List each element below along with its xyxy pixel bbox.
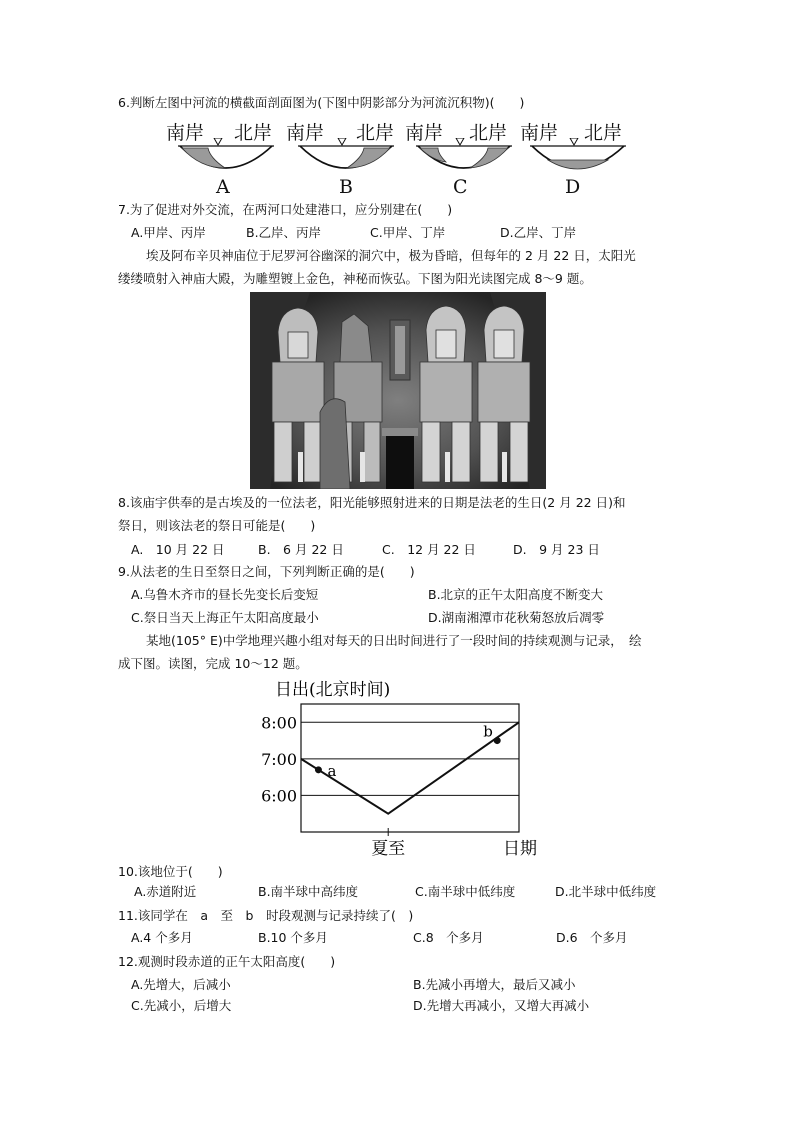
chart-points <box>315 723 501 780</box>
xs-c-shape <box>416 138 512 168</box>
q8-option-a: A. 10 月 22 日 <box>131 542 225 557</box>
sunrise-chart <box>255 675 555 865</box>
cross-section-shapes <box>170 138 630 180</box>
chart-title: 日出(北京时间) <box>275 680 391 700</box>
y-tick-label: 7:00 <box>261 749 297 769</box>
q9-option-c: C.祭日当天上海正午太阳高度最小 <box>131 610 319 625</box>
sunrise-passage-line2: 成下图。读图，完成 10～12 题。 <box>118 656 308 671</box>
q11-option-a: A.4 个多月 <box>131 930 193 945</box>
xs-letter-b: B <box>339 176 353 198</box>
q10-option-d: D.北半球中低纬度 <box>555 884 657 899</box>
q11-option-d: D.6 个多月 <box>556 930 628 945</box>
xs-letter-a: A <box>216 176 230 198</box>
xs-d-south-label: 南岸 <box>520 122 559 144</box>
q7-option-b: B.乙岸、丙岸 <box>246 225 322 240</box>
abu-simbel-temple-photo <box>250 292 546 489</box>
q9-stem: 9.从法老的生日至祭日之间，下列判断正确的是( ) <box>118 564 415 579</box>
point-label-a: a <box>327 761 337 780</box>
q10-option-c: C.南半球中低纬度 <box>415 884 516 899</box>
q8-stem-line2: 祭日，则该法老的祭日可能是( ) <box>118 518 316 533</box>
y-tick-label: 8:00 <box>261 713 297 733</box>
q7-stem: 7.为了促进对外交流，在两河口处建港口，应分别建在( ) <box>118 202 453 217</box>
q7-option-c: C.甲岸、丁岸 <box>370 225 446 240</box>
chart-x-label: 日期 <box>503 839 537 859</box>
q8-option-c: C. 12 月 22 日 <box>382 542 476 557</box>
q12-stem: 12.观测时段赤道的正午太阳高度( ) <box>118 954 336 969</box>
q10-stem: 10.该地位于( ) <box>118 864 223 879</box>
q9-option-d: D.湖南湘潭市花秋菊怒放后凋零 <box>428 610 605 625</box>
q8-option-b: B. 6 月 22 日 <box>258 542 344 557</box>
xs-letter-c: C <box>453 176 468 198</box>
chart-y-ticks <box>261 713 297 805</box>
xs-b-north-label: 北岸 <box>356 122 395 144</box>
q10-option-a: A.赤道附近 <box>134 884 197 899</box>
xs-a-shape <box>178 138 274 168</box>
xs-d-shape <box>530 138 626 169</box>
xs-b-south-label: 南岸 <box>286 122 325 144</box>
q11-stem: 11.该同学在 a 至 b 时段观测与记录持续了( ) <box>118 908 414 923</box>
q7-option-a: A.甲岸、丙岸 <box>131 225 206 240</box>
point-label-b: b <box>483 722 493 741</box>
xs-letter-d: D <box>565 176 581 198</box>
xs-a-north-label: 北岸 <box>234 122 273 144</box>
xs-a-south-label: 南岸 <box>166 122 205 144</box>
q12-option-b: B.先减小再增大，最后又减小 <box>413 977 576 992</box>
q9-option-a: A.乌鲁木齐市的昼长先变长后变短 <box>131 587 319 602</box>
xs-d-north-label: 北岸 <box>584 122 623 144</box>
q12-option-d: D.先增大再减小，又增大再减小 <box>413 998 590 1013</box>
point-a <box>315 766 322 773</box>
q11-option-c: C.8 个多月 <box>413 930 484 945</box>
q7-option-d: D.乙岸、丁岸 <box>500 225 577 240</box>
q8-stem-line1: 8.该庙宇供奉的是古埃及的一位法老，阳光能够照射进来的日期是法老的生日(2 月 22 日)和 <box>118 495 626 510</box>
summer-solstice-label: 夏至 <box>371 839 406 859</box>
xs-c-north-label: 北岸 <box>469 122 508 144</box>
y-tick-label: 6:00 <box>261 786 297 806</box>
xs-b-shape <box>298 138 394 168</box>
q6-stem: 6.判断左图中河流的横截面剖面图为(下图中阴影部分为河流沉积物)( ) <box>118 95 525 110</box>
point-b <box>494 737 501 744</box>
q12-option-c: C.先减小，后增大 <box>131 998 232 1013</box>
q8-option-d: D. 9 月 23 日 <box>513 542 600 557</box>
sunrise-passage-line1: 某地(105° E)中学地理兴趣小组对每天的日出时间进行了一段时间的持续观测与记录， 绘 <box>146 633 642 648</box>
q11-option-b: B.10 个多月 <box>258 930 328 945</box>
q9-option-b: B.北京的正午太阳高度不断变大 <box>428 587 604 602</box>
temple-passage-line2: 缕缕喷射入神庙大殿，为雕塑镀上金色，神秘而恢弘。下图为阳光读图完成 8～9 题。 <box>118 271 592 286</box>
temple-passage-line1: 埃及阿布辛贝神庙位于尼罗河谷幽深的洞穴中，极为昏暗，但每年的 2 月 22 日，太阳光 <box>146 248 636 263</box>
q12-option-a: A.先增大，后减小 <box>131 977 231 992</box>
xs-c-south-label: 南岸 <box>405 122 444 144</box>
q10-option-b: B.南半球中高纬度 <box>258 884 359 899</box>
